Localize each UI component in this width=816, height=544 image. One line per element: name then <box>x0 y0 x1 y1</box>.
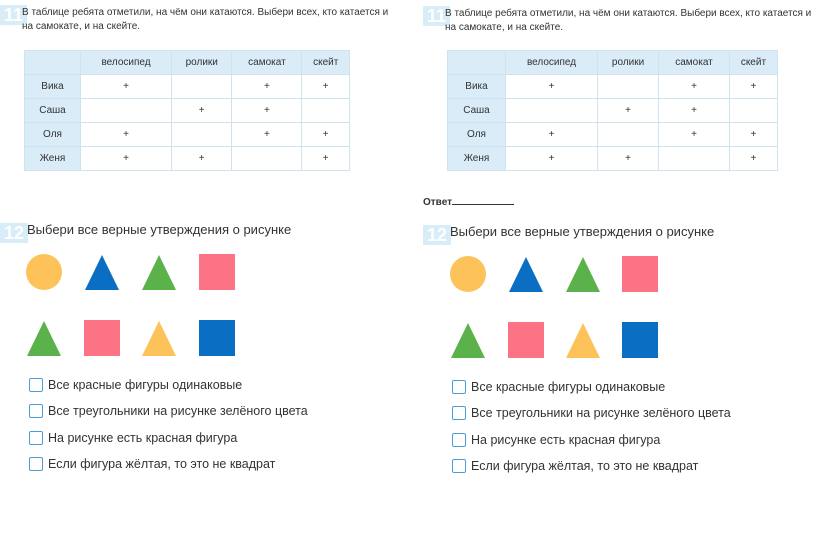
table-header-row <box>25 51 350 75</box>
table-cell <box>506 99 598 123</box>
table-cell: + <box>302 123 350 147</box>
table-cell: + <box>302 147 350 171</box>
table-row <box>25 99 350 123</box>
row-name: Вика <box>448 75 506 99</box>
table-cell <box>598 75 659 99</box>
blue-square <box>622 322 658 358</box>
option-checkbox[interactable] <box>29 404 43 418</box>
row-name: Вика <box>25 75 81 99</box>
table-cell: + <box>729 123 777 147</box>
row-name: Женя <box>448 147 506 171</box>
task-11-number: 11 <box>0 5 27 25</box>
table-corner-cell <box>448 51 506 75</box>
task-11-table <box>447 50 778 171</box>
option-checkbox[interactable] <box>452 433 466 447</box>
option-label: На рисунке есть красная фигура <box>471 433 661 447</box>
option-checkbox[interactable] <box>29 378 43 392</box>
row-name: Женя <box>25 147 81 171</box>
green-triangle <box>565 256 601 292</box>
table-cell: + <box>729 75 777 99</box>
table-cell: + <box>659 75 730 99</box>
answer-line[interactable] <box>452 195 514 205</box>
column-header: самокат <box>232 51 302 75</box>
pink-square <box>84 320 120 356</box>
pink-square <box>199 254 235 290</box>
green-triangle <box>26 320 62 356</box>
table-cell: + <box>598 99 659 123</box>
option-label: Если фигура жёлтая, то это не квадрат <box>48 457 276 471</box>
table-cell <box>81 99 172 123</box>
table-header-row <box>448 51 778 75</box>
column-header: скейт <box>729 51 777 75</box>
column-header: ролики <box>172 51 232 75</box>
table-row <box>448 99 778 123</box>
table-cell: + <box>506 123 598 147</box>
table-row <box>448 147 778 171</box>
table-cell: + <box>172 147 232 171</box>
pink-square <box>622 256 658 292</box>
table-cell: + <box>506 147 598 171</box>
yellow-triangle <box>141 320 177 356</box>
answer-field[interactable] <box>423 195 514 208</box>
table-cell: + <box>659 123 730 147</box>
task-11-table <box>24 50 350 171</box>
column-header: ролики <box>598 51 659 75</box>
answer-label: Ответ <box>423 197 453 208</box>
column-header: скейт <box>302 51 350 75</box>
table-cell: + <box>81 123 172 147</box>
option-label: Если фигура жёлтая, то это не квадрат <box>471 459 699 473</box>
table-cell <box>729 99 777 123</box>
task-11-text: В таблице ребята отметили, на чём они катаются. Выбери всех, кто катается и на самокате, и на скейте. <box>22 7 389 32</box>
column-header: самокат <box>659 51 730 75</box>
green-triangle <box>141 254 177 290</box>
task-12-title: Выбери все верные утверждения о рисунке <box>27 222 292 237</box>
column-header: велосипед <box>81 51 172 75</box>
table-cell: + <box>81 147 172 171</box>
option-checkbox[interactable] <box>452 380 466 394</box>
table-row <box>25 147 350 171</box>
blue-triangle <box>508 256 544 292</box>
task-12-number: 12 <box>423 225 451 245</box>
blue-square <box>199 320 235 356</box>
table-corner-cell <box>25 51 81 75</box>
task-11-text: В таблице ребята отметили, на чём они катаются. Выбери всех, кто катается и на самокате, и на скейте. <box>445 8 812 33</box>
task-12-number: 12 <box>0 223 28 243</box>
yellow-circle <box>26 254 62 290</box>
row-name: Саша <box>448 99 506 123</box>
option-checkbox[interactable] <box>29 431 43 445</box>
table-cell <box>598 123 659 147</box>
table-cell: + <box>598 147 659 171</box>
option-checkbox[interactable] <box>452 459 466 473</box>
table-row <box>448 75 778 99</box>
pink-square <box>508 322 544 358</box>
table-cell <box>659 147 730 171</box>
table-cell <box>172 75 232 99</box>
row-name: Саша <box>25 99 81 123</box>
row-name: Оля <box>448 123 506 147</box>
option-checkbox[interactable] <box>29 457 43 471</box>
table-cell: + <box>232 123 302 147</box>
table-cell: + <box>81 75 172 99</box>
option-checkbox[interactable] <box>452 406 466 420</box>
task-11-number: 11 <box>423 6 450 26</box>
table-cell <box>302 99 350 123</box>
option-label: Все красные фигуры одинаковые <box>48 378 243 392</box>
option-label: Все треугольники на рисунке зелёного цвета <box>48 404 308 418</box>
row-name: Оля <box>25 123 81 147</box>
table-cell <box>232 147 302 171</box>
table-cell: + <box>232 75 302 99</box>
table-cell: + <box>659 99 730 123</box>
option-label: Все треугольники на рисунке зелёного цвета <box>471 406 731 420</box>
table-row <box>448 123 778 147</box>
table-cell: + <box>506 75 598 99</box>
table-cell: + <box>729 147 777 171</box>
right-worksheet <box>423 0 816 544</box>
table-cell: + <box>302 75 350 99</box>
column-header: велосипед <box>506 51 598 75</box>
table-cell <box>172 123 232 147</box>
yellow-circle <box>450 256 486 292</box>
table-row <box>25 123 350 147</box>
green-triangle <box>450 322 486 358</box>
table-cell: + <box>232 99 302 123</box>
left-worksheet <box>0 0 395 544</box>
option-label: Все красные фигуры одинаковые <box>471 380 666 394</box>
table-row <box>25 75 350 99</box>
yellow-triangle <box>565 322 601 358</box>
blue-triangle <box>84 254 120 290</box>
table-cell: + <box>172 99 232 123</box>
task-12-title: Выбери все верные утверждения о рисунке <box>450 224 715 239</box>
option-label: На рисунке есть красная фигура <box>48 431 238 445</box>
